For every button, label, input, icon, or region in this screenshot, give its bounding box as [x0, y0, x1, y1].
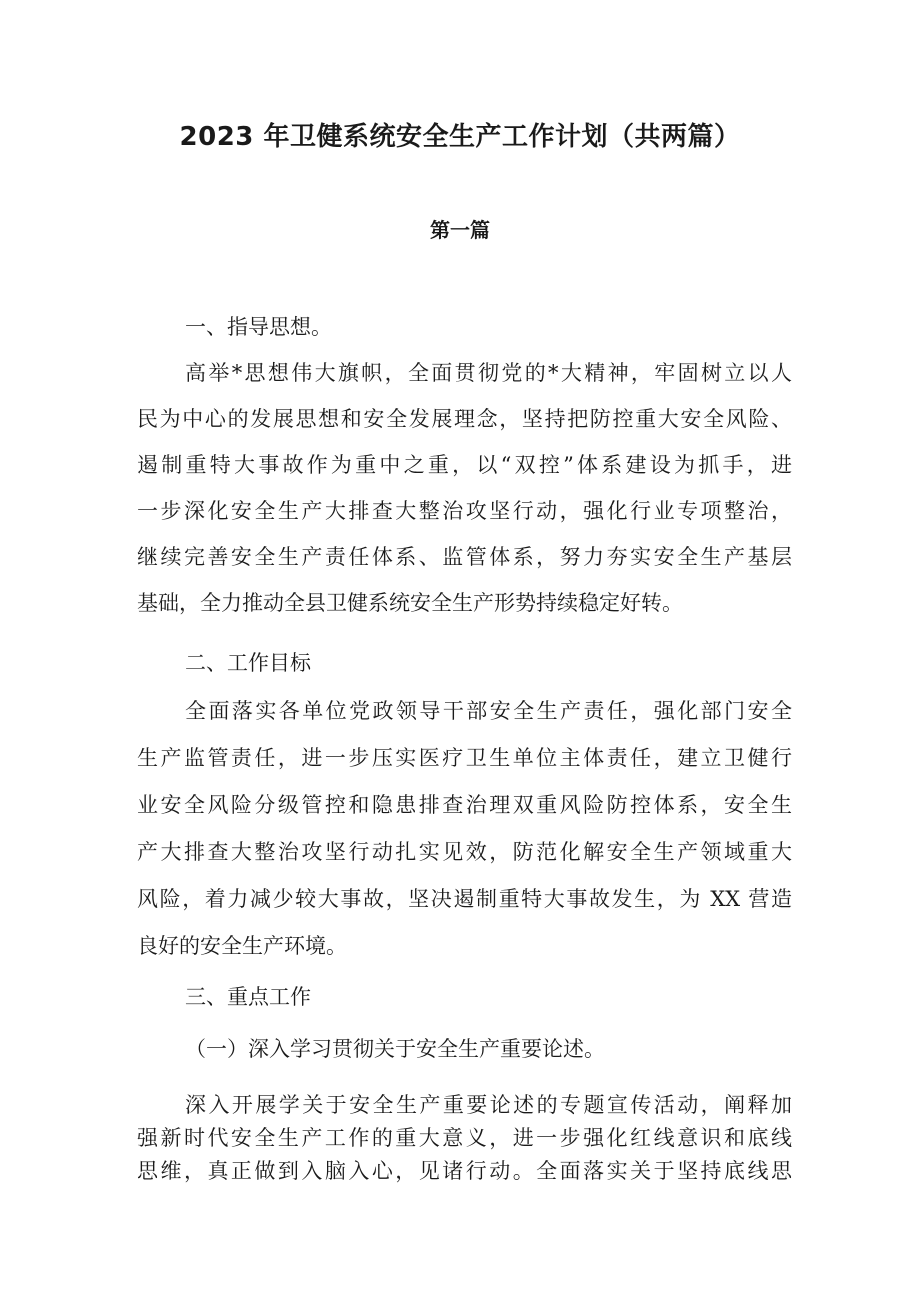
subsection-heading: （一）深入学习贯彻关于安全生产重要论述。: [185, 1037, 605, 1061]
paragraph-line: 良好的安全生产环境。: [137, 934, 347, 958]
paragraph-line: 思维，真正做到入脑入心，见诸行动。全面落实关于坚持底线思: [137, 1159, 792, 1183]
paragraph-line: 生产监管责任，进一步压实医疗卫生单位主体责任，建立卫健行: [137, 746, 792, 770]
paragraph-line: 基础，全力推动全县卫健系统安全生产形势持续稳定好转。: [137, 591, 683, 615]
section-heading-work-goals: 二、工作目标: [185, 651, 311, 675]
document-subtitle: 第一篇: [430, 218, 490, 242]
section-heading-guiding-ideology: 一、指导思想。: [185, 315, 332, 339]
paragraph-line: 产大排查大整治攻坚行动扎实见效，防范化解安全生产领域重大: [137, 840, 792, 864]
document-title: 2023 年卫健系统安全生产工作计划（共两篇）: [179, 122, 741, 152]
paragraph-line: 高举*思想伟大旗帜，全面贯彻党的*大精神，牢固树立以人: [185, 361, 792, 385]
paragraph-line: 风险，着力减少较大事故，坚决遏制重特大事故发生，为 XX 营造: [137, 887, 792, 911]
paragraph-line: 业安全风险分级管控和隐患排查治理双重风险防控体系，安全生: [137, 793, 792, 817]
paragraph-line: 一步深化安全生产大排查大整治攻坚行动，强化行业专项整治，: [137, 499, 792, 523]
paragraph-line: 深入开展学关于安全生产重要论述的专题宣传活动，阐释加: [185, 1093, 792, 1117]
paragraph-line: 民为中心的发展思想和安全发展理念，坚持把防控重大安全风险、: [137, 407, 792, 431]
paragraph-line: 遏制重特大事故作为重中之重，以“双控”体系建设为抓手，进: [137, 453, 792, 477]
section-heading-key-work: 三、重点工作: [185, 985, 311, 1009]
paragraph-line: 继续完善安全生产责任体系、监管体系，努力夯实安全生产基层: [137, 545, 792, 569]
paragraph-line: 强新时代安全生产工作的重大意义，进一步强化红线意识和底线: [137, 1126, 792, 1150]
paragraph-line: 全面落实各单位党政领导干部安全生产责任，强化部门安全: [185, 699, 792, 723]
